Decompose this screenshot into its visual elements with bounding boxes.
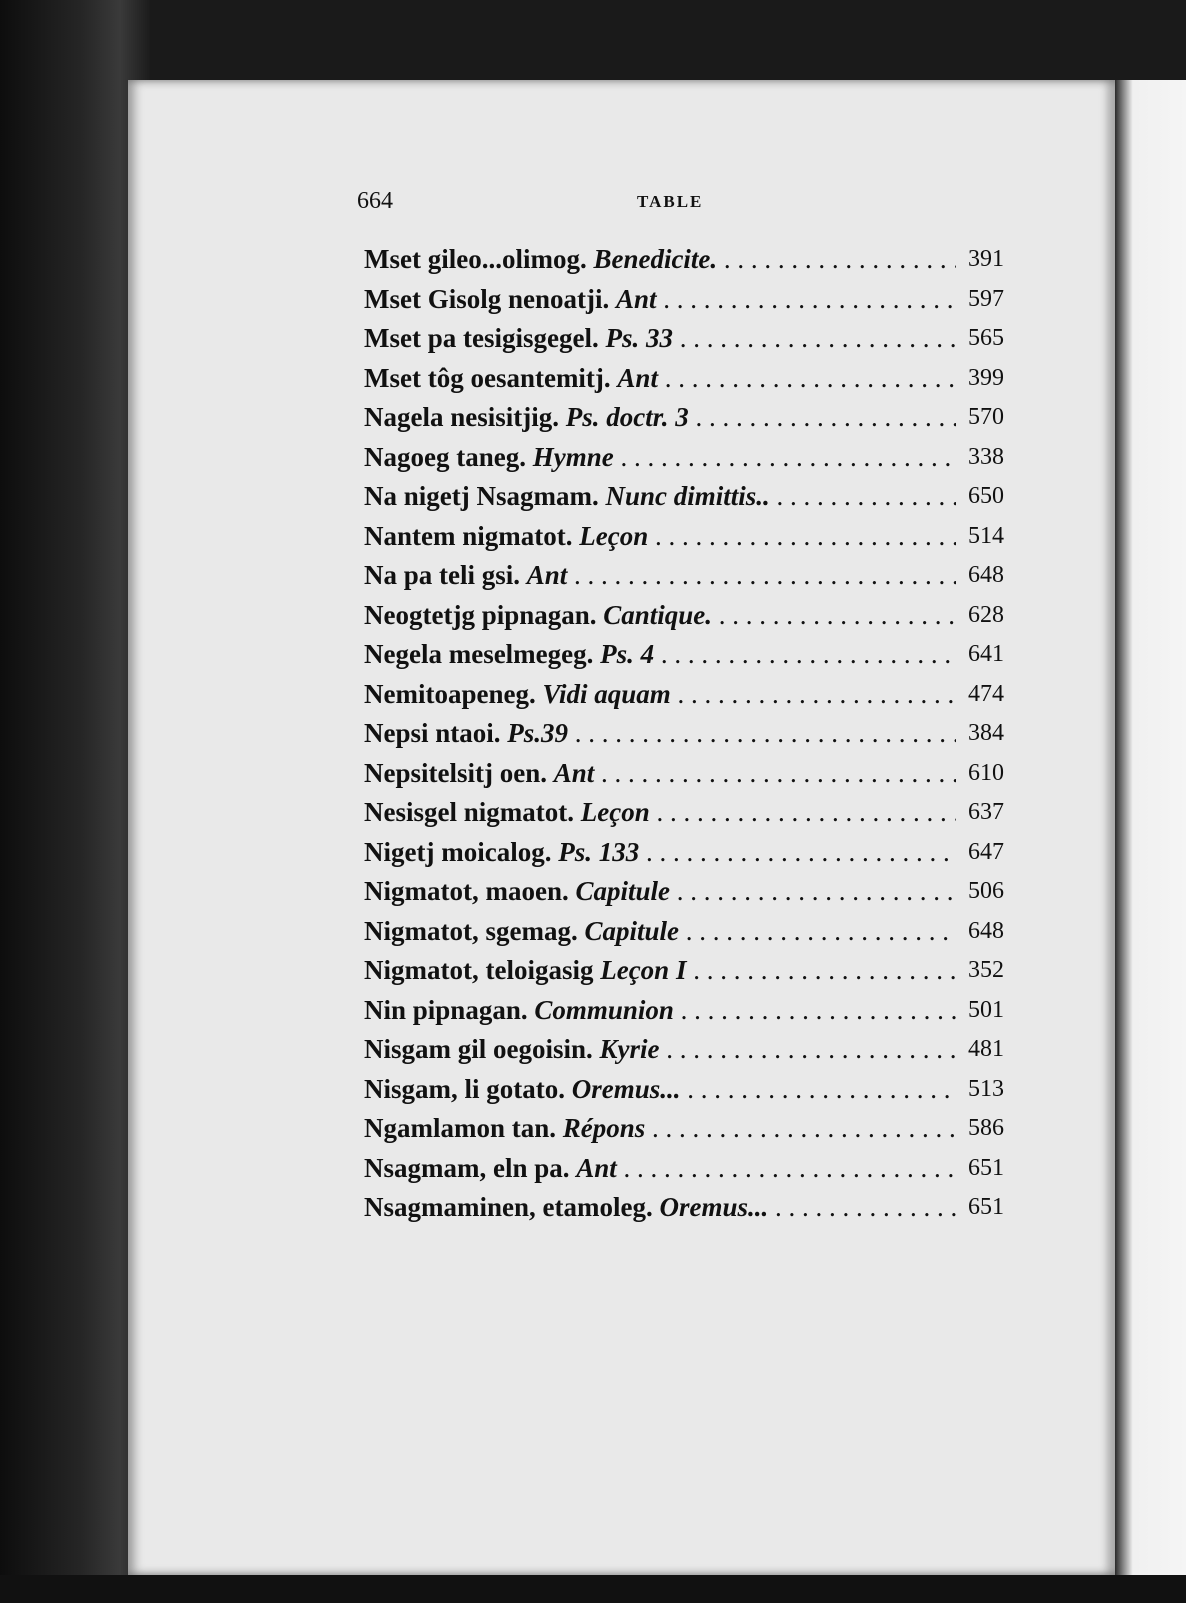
entry-lead bbox=[364, 240, 956, 280]
index-entry bbox=[364, 1149, 1024, 1189]
entry-reference: Ps. 33 bbox=[605, 323, 673, 353]
entry-title: Na pa teli gsi. bbox=[364, 560, 521, 590]
entry-title: Nigmatot, sgemag. bbox=[364, 915, 578, 946]
entry-page-number: 647 bbox=[964, 833, 1004, 873]
entry-page-number: 481 bbox=[964, 1030, 1004, 1070]
scan-border-bottom bbox=[0, 1575, 1186, 1603]
entry-page-number: 474 bbox=[964, 675, 1004, 715]
entry-title: Nisgam, li gotato. bbox=[364, 1073, 565, 1104]
index-list bbox=[364, 240, 1024, 1228]
entry-lead bbox=[364, 556, 956, 596]
entry-title: Nepsitelsitj oen. bbox=[364, 757, 547, 788]
entry-reference: Ps. 4 bbox=[600, 639, 655, 669]
entry-page-number: 514 bbox=[964, 517, 1004, 557]
entry-title: Negela meselmegeg. bbox=[364, 639, 594, 669]
index-entry bbox=[364, 596, 1024, 636]
entry-lead bbox=[364, 359, 956, 399]
entry-lead bbox=[364, 280, 956, 320]
entry-title: Nagoeg taneg. bbox=[364, 441, 526, 472]
entry-reference: Ant bbox=[617, 362, 658, 393]
index-entry bbox=[364, 833, 1024, 873]
entry-page-number: 651 bbox=[964, 1188, 1004, 1228]
entry-reference: Ps.39 bbox=[507, 718, 569, 748]
running-title: TABLE bbox=[637, 192, 704, 211]
entry-title: Nemitoapeneg. bbox=[364, 678, 536, 709]
entry-lead bbox=[364, 1109, 956, 1149]
entry-reference: Cantique. bbox=[603, 599, 713, 630]
index-entry bbox=[364, 1109, 1024, 1149]
entry-page-number: 641 bbox=[964, 635, 1004, 675]
entry-page-number: 565 bbox=[964, 319, 1004, 359]
entry-reference: Leçon bbox=[579, 520, 649, 551]
entry-page-number: 570 bbox=[964, 398, 1004, 438]
entry-lead bbox=[364, 714, 956, 754]
index-entry bbox=[364, 1030, 1024, 1070]
entry-title: Mset gileo...olimog. bbox=[364, 244, 587, 274]
entry-title: Nagela nesisitjig. bbox=[364, 402, 559, 432]
entry-lead bbox=[364, 951, 956, 991]
entry-reference: Capitule bbox=[584, 915, 679, 946]
entry-title: Nesisgel nigmatot. bbox=[364, 797, 574, 827]
entry-lead bbox=[364, 1149, 956, 1189]
entry-lead bbox=[364, 991, 956, 1031]
entry-page-number: 352 bbox=[964, 951, 1004, 991]
entry-lead bbox=[364, 1070, 956, 1110]
entry-page-number: 650 bbox=[964, 477, 1004, 517]
index-entry bbox=[364, 280, 1024, 320]
entry-lead bbox=[364, 793, 956, 833]
entry-reference: Ant bbox=[553, 757, 595, 788]
index-entry bbox=[364, 517, 1024, 557]
index-entry bbox=[364, 359, 1024, 399]
entry-page-number: 651 bbox=[964, 1149, 1004, 1189]
entry-title: Nisgam gil oegoisin. bbox=[364, 1034, 593, 1064]
entry-reference: Oremus... bbox=[659, 1192, 769, 1222]
entry-lead bbox=[364, 517, 956, 557]
entry-title: Mset tôg oesantemitj. bbox=[364, 362, 611, 393]
entry-title: Mset pa tesigisgegel. bbox=[364, 323, 599, 353]
entry-title: Nigmatot, teloigasig bbox=[364, 955, 594, 985]
entry-lead bbox=[364, 1030, 956, 1070]
entry-lead bbox=[364, 912, 956, 952]
entry-reference: Leçon bbox=[580, 797, 650, 827]
index-entry bbox=[364, 675, 1024, 715]
index-entry bbox=[364, 754, 1024, 794]
index-entry bbox=[364, 240, 1024, 280]
entry-lead bbox=[364, 675, 956, 715]
entry-title: Ngamlamon tan. bbox=[364, 1113, 557, 1143]
entry-title: Nigmatot, maoen. bbox=[364, 876, 569, 906]
entry-page-number: 586 bbox=[964, 1109, 1004, 1149]
index-entry bbox=[364, 872, 1024, 912]
entry-lead bbox=[364, 1188, 956, 1228]
index-entry bbox=[364, 477, 1024, 517]
entry-page-number: 391 bbox=[964, 240, 1004, 280]
page-header bbox=[357, 188, 957, 218]
entry-title: Na nigetj Nsagmam. bbox=[364, 481, 599, 511]
entry-reference: Répons bbox=[562, 1113, 646, 1143]
entry-page-number: 338 bbox=[964, 438, 1004, 478]
entry-page-number: 501 bbox=[964, 991, 1004, 1031]
index-entry bbox=[364, 556, 1024, 596]
entry-reference: Nunc dimittis.. bbox=[605, 481, 770, 511]
index-entry bbox=[364, 912, 1024, 952]
entry-page-number: 610 bbox=[964, 754, 1004, 794]
entry-reference: Ant bbox=[576, 1152, 617, 1183]
entry-reference: Ps. 133 bbox=[558, 836, 640, 867]
entry-page-number: 628 bbox=[964, 596, 1004, 636]
entry-reference: Communion bbox=[534, 994, 674, 1025]
entry-page-number: 648 bbox=[964, 912, 1004, 952]
entry-page-number: 597 bbox=[964, 280, 1004, 320]
index-entry bbox=[364, 398, 1024, 438]
index-entry bbox=[364, 991, 1024, 1031]
entry-title: Nepsi ntaoi. bbox=[364, 718, 501, 748]
entry-reference: Leçon I bbox=[600, 955, 687, 985]
entry-title: Nsagmaminen, etamoleg. bbox=[364, 1192, 653, 1222]
entry-reference: Kyrie bbox=[599, 1034, 660, 1064]
entry-lead bbox=[364, 319, 956, 359]
index-entry bbox=[364, 319, 1024, 359]
entry-page-number: 637 bbox=[964, 793, 1004, 833]
entry-title: Nantem nigmatot. bbox=[364, 520, 573, 551]
entry-page-number: 384 bbox=[964, 714, 1004, 754]
index-entry bbox=[364, 951, 1024, 991]
page-number: 664 bbox=[357, 188, 393, 214]
entry-lead bbox=[364, 872, 956, 912]
entry-lead bbox=[364, 754, 956, 794]
entry-reference: Ant bbox=[615, 283, 657, 314]
entry-lead bbox=[364, 833, 956, 873]
entry-lead bbox=[364, 635, 956, 675]
entry-page-number: 648 bbox=[964, 556, 1004, 596]
entry-page-number: 513 bbox=[964, 1070, 1004, 1110]
entry-title: Nin pipnagan. bbox=[364, 994, 528, 1025]
entry-title: Neogtetjg pipnagan. bbox=[364, 599, 597, 630]
entry-title: Mset Gisolg nenoatji. bbox=[364, 283, 610, 314]
entry-lead bbox=[364, 438, 956, 478]
entry-reference: Ant bbox=[526, 560, 568, 590]
entry-title: Nsagmam, eln pa. bbox=[364, 1152, 570, 1183]
entry-page-number: 506 bbox=[964, 872, 1004, 912]
index-entry bbox=[364, 793, 1024, 833]
facing-page-edge bbox=[1115, 80, 1186, 1575]
entry-lead bbox=[364, 477, 956, 517]
entry-lead bbox=[364, 398, 956, 438]
entry-reference: Capitule bbox=[575, 876, 670, 906]
index-entry bbox=[364, 438, 1024, 478]
index-entry bbox=[364, 1070, 1024, 1110]
index-entry bbox=[364, 714, 1024, 754]
index-entry bbox=[364, 635, 1024, 675]
entry-reference: Hymne bbox=[532, 441, 614, 472]
entry-lead bbox=[364, 596, 956, 636]
entry-reference: Benedicite. bbox=[593, 244, 718, 274]
entry-reference: Vidi aquam bbox=[542, 678, 671, 709]
entry-reference: Oremus... bbox=[571, 1073, 681, 1104]
entry-reference: Ps. doctr. 3 bbox=[565, 402, 689, 432]
entry-page-number: 399 bbox=[964, 359, 1004, 399]
index-entry bbox=[364, 1188, 1024, 1228]
entry-title: Nigetj moicalog. bbox=[364, 836, 552, 867]
